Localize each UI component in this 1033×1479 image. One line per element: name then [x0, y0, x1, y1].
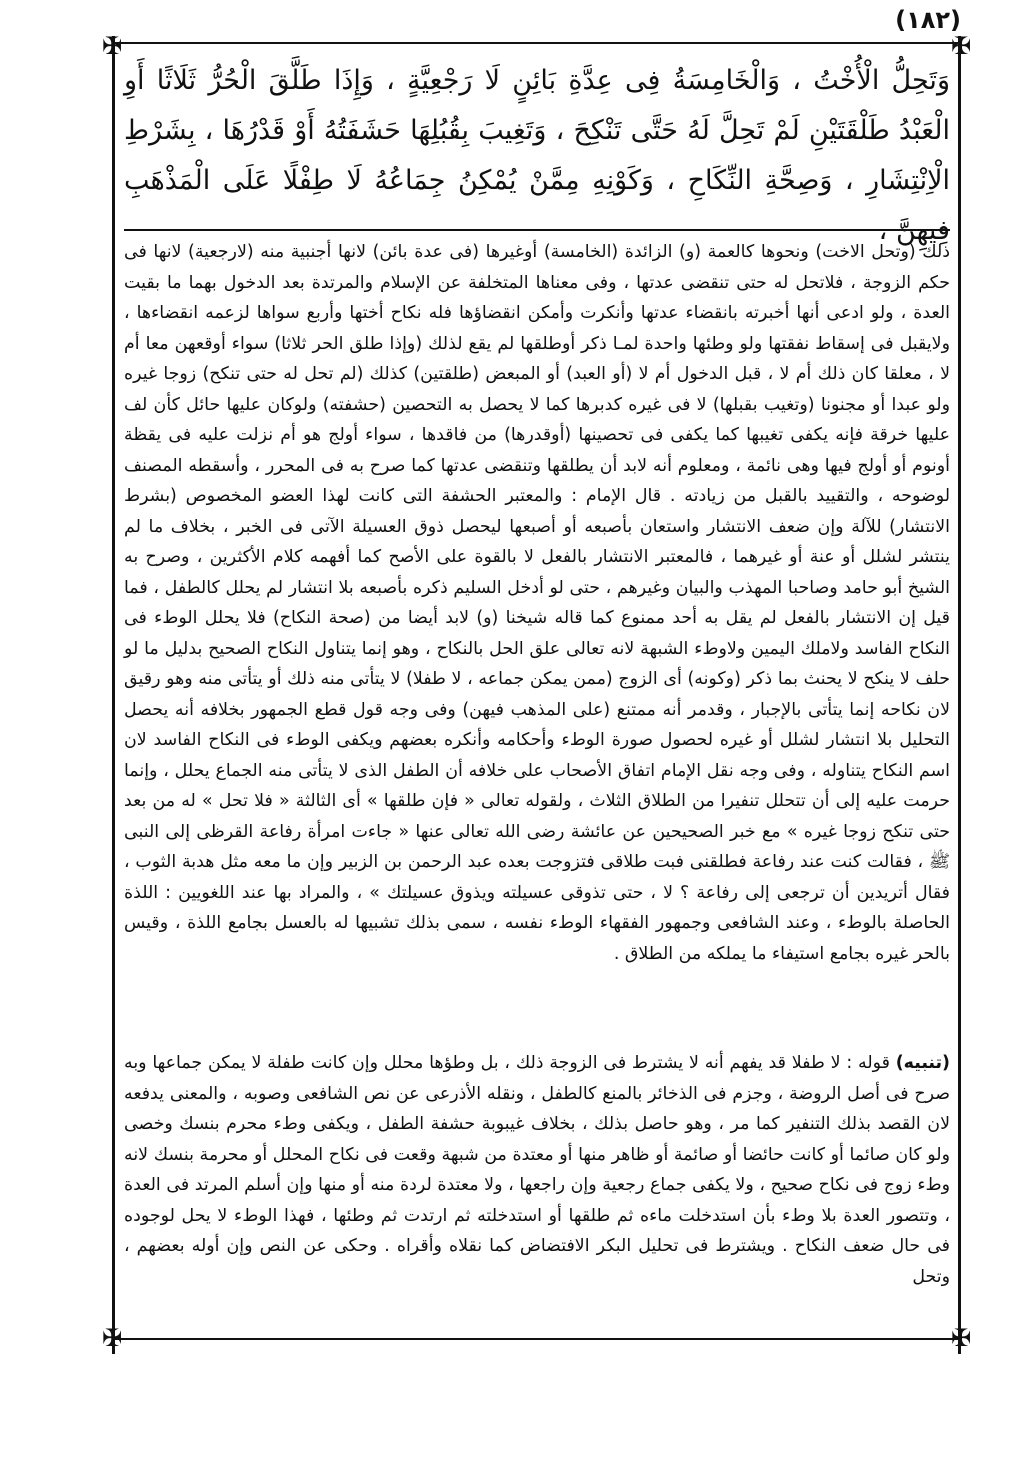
commentary-text: ذلك (وتحل الاخت) ونحوها كالعمة (و) الزائدة (الخامسة) أوغيرها (فى عدة بائن) لانها أجنبية منه (لارجعية) لانها فى حكم الزوجة ، فلاتحل له حتى تنقضى عدتها ، وفى معناها المتخلفة عن الإسلام والمرتدة بعد الدخول بهما ما بقيت العدة ، ولو ادعى أنها أخبرته بانقضاء عدتها وأنكرت وأمكن انقضاؤها فله نكاح أختها وأربع سواها لزعمه انقضاءها ، ولايقبل فى إسقاط نفقتها ولو وطئها واحدة لمـا ذكر أوطلقها لم يقع لذلك (وإذا طلق الحر ثلاثا) سواء أوقعهن معا أم لا ، معلقا كان ذلك أم لا ، قبل الدخول أم لا (أو العبد) أو المبعض (طلقتين) كذلك (لم تحل له حتى تنكح) زوجا غيره ولو عبدا أو مجنونا (وتغيب بقبلها) لا فى غيره كدبرها كما لا يحصل به التحصين (حشفته) ولوكان عليها حائل كأن لف عليها خرقة فإنه يكفى تغيبها كما يكفى فى تحصينها (أوقدرها) من فاقدها ، سواء أولج هو أم نزلت عليه فى يقظة أونوم أو أولج فيها وهى نائمة ، ومعلوم أنه لابد أن يطلقها وتنقضى عدتها كما صرح به فى المحرر ، وأسقطه المصنف لوضوحه ، والتقييد بالقبل من زيادته . قال الإمام : والمعتبر الحشفة التى كانت لهذا العضو المخصوص (بشرط الانتشار) للآلة وإن ضعف الانتشار واستعان بأصبعه أو أصبعها ليحصل ذوق العسيلة الآتى فى الخبر ، بخلاف ما لم ينتشر لشلل أو عنة أو غيرهما ، فالمعتبر الانتشار بالفعل لا بالقوة على الأصح كما أفهمه كلام الأكثرين ، وصرح به الشيخ أبو حامد وصاحبا المهذب والبيان وغيرهم ، حتى لو أدخل السليم ذكره بأصبعه بلا انتشار لم يحلل كالطفل ، فما قيل إن الانتشار بالفعل لم يقل به أحد ممنوع كما قاله شيخنا (و) لابد أيضا من (صحة النكاح) فلا يحلل الوطء فى النكاح الفاسد ولاملك اليمين ولاوطء الشبهة لانه تعالى علق الحل بالنكاح ، وهو إنما يتناول النكاح الصحيح بدليل ما لو حلف لا ينكح لا يحنث بما ذكر (وكونه) أى الزوج (ممن يمكن جماعه ، لا طفلا) لا يتأتى منه ذلك أو يتأتى منه وهو رقيق لان نكاحه إنما يتأتى بالإجبار ، وقدمر أنه ممتنع (على المذهب فيهن) وفى وجه قول قطع الجمهور بخلافه أنه يحصل التحليل بلا انتشار لشلل أو غيره لحصول صورة الوطء وأحكامه وأنكره بعضهم ويكفى الوطء فى النكاح الفاسد لان اسم النكاح يتناوله ، وفى وجه نقل الإمام اتفاق الأصحاب على خلافه أن الطفل الذى لا يتأتى منه الجماع يحلل ، وإنما حرمت عليه إلى أن تتحلل تنفيرا من الطلاق الثلاث ، ولقوله تعالى « فإن طلقها » أى الثالثة « فلا تحل » له من بعد حتى تنكح زوجا غيره » مع خبر الصحيحين عن عائشة رضى الله تعالى عنها « جاءت امرأة رفاعة القرظى إلى النبى ﷺ ، فقالت كنت عند رفاعة فطلقنى فبت طلاقى فتزوجت بعده عبد الرحمن بن الزبير وإن ما معه مثل هدبة الثوب ، فقال أتريدين أن ترجعى إلى رفاعة ؟ لا ، حتى تذوقى عسيلته ويذوق عسيلتك » ، والمراد بها عند اللغويين : اللذة الحاصلة بالوطء ، وعند الشافعى وجمهور الفقهاء الوطء نفسه ، سمى بذلك تشبيها له بالعسل بجامع اللذة ، وقيس بالحر غيره بجامع استيفاء ما يملكه من الطلاق . — [124, 242, 950, 964]
corner-ornament-icon: ✠ — [101, 1324, 123, 1352]
matn-text: وَتَحِلُّ الْأُخْتُ ، وَالْخَامِسَةُ فِى عِدَّةِ بَائِنٍ لَا رَجْعِيَّةٍ ، وَإِذَا طَلَّقَ الْحُرُّ ثَلَاثًا أَوِ الْعَبْدُ طَلْقَتَيْنِ لَمْ تَحِلَّ لَهُ حَتَّى تَنْكِحَ ، وَتَغِيبَ بِقُبُلِهَا حَشَفَتُهُ أَوْ قَدْرُهَا ، بِشَرْطِ الْاِنْتِشَارِ ، وَصِحَّةِ النِّكَاحِ ، وَكَوْنِهِ مِمَّنْ يُمْكِنُ جِمَاعُهُ لَا طِفْلًا عَلَى الْمَذْهَبِ فِيهِنَّ ، — [124, 65, 950, 246]
frame-bottom-rule — [112, 1338, 961, 1340]
frame-top-rule — [112, 42, 961, 44]
corner-ornament-icon: ✠ — [950, 1324, 972, 1352]
section-divider — [124, 229, 950, 231]
page-number: (١٨٢) — [895, 6, 961, 34]
tanbih-label: (تنبيه) — [895, 1053, 951, 1073]
corner-ornament-icon: ✠ — [101, 32, 123, 60]
corner-ornament-icon: ✠ — [950, 32, 972, 60]
tanbih-text: قوله : لا طفلا قد يفهم أنه لا يشترط فى الزوجة ذلك ، بل وطؤها محلل وإن كانت طفلة لا يمكن جماعها وبه صرح فى أصل الروضة ، وجزم فى الذخائر بالمنع كالطفل ، ونقله الأذرعى عن نص الشافعى وصوبه ، والمعنى يدفعه لان القصد بذلك التنفير كما مر ، وهو حاصل بذلك ، بخلاف غيبوبة حشفة الطفل ، ويكفى وطء محرم بنسك وخصى ولو كان صائما أو كانت حائضا أو صائمة أو ظاهر منها أو معتدة من شبهة وقعت فى نكاح المحلل أو محرمة بنسك لانه وطء زوج فى نكاح صحيح ، ولا يكفى جماع رجعية وإن راجعها ، ولا معتدة لردة منه أو منها وإن أسلم المرتد فى العدة ، وتتصور العدة بلا وطء بأن استدخلت ماءه ثم طلقها أو استدخلته ثم ارتدت ثم وطئها ، فهذا الوطء لا يحل لوجوده فى حال ضعف النكاح . ويشترط فى تحليل البكر الافتضاض كما نقلاه وأقراه . وحكى عن النص وإن أوله بعضهم ، وتحل — [124, 1053, 950, 1287]
tanbih-paragraph — [124, 1048, 950, 1292]
